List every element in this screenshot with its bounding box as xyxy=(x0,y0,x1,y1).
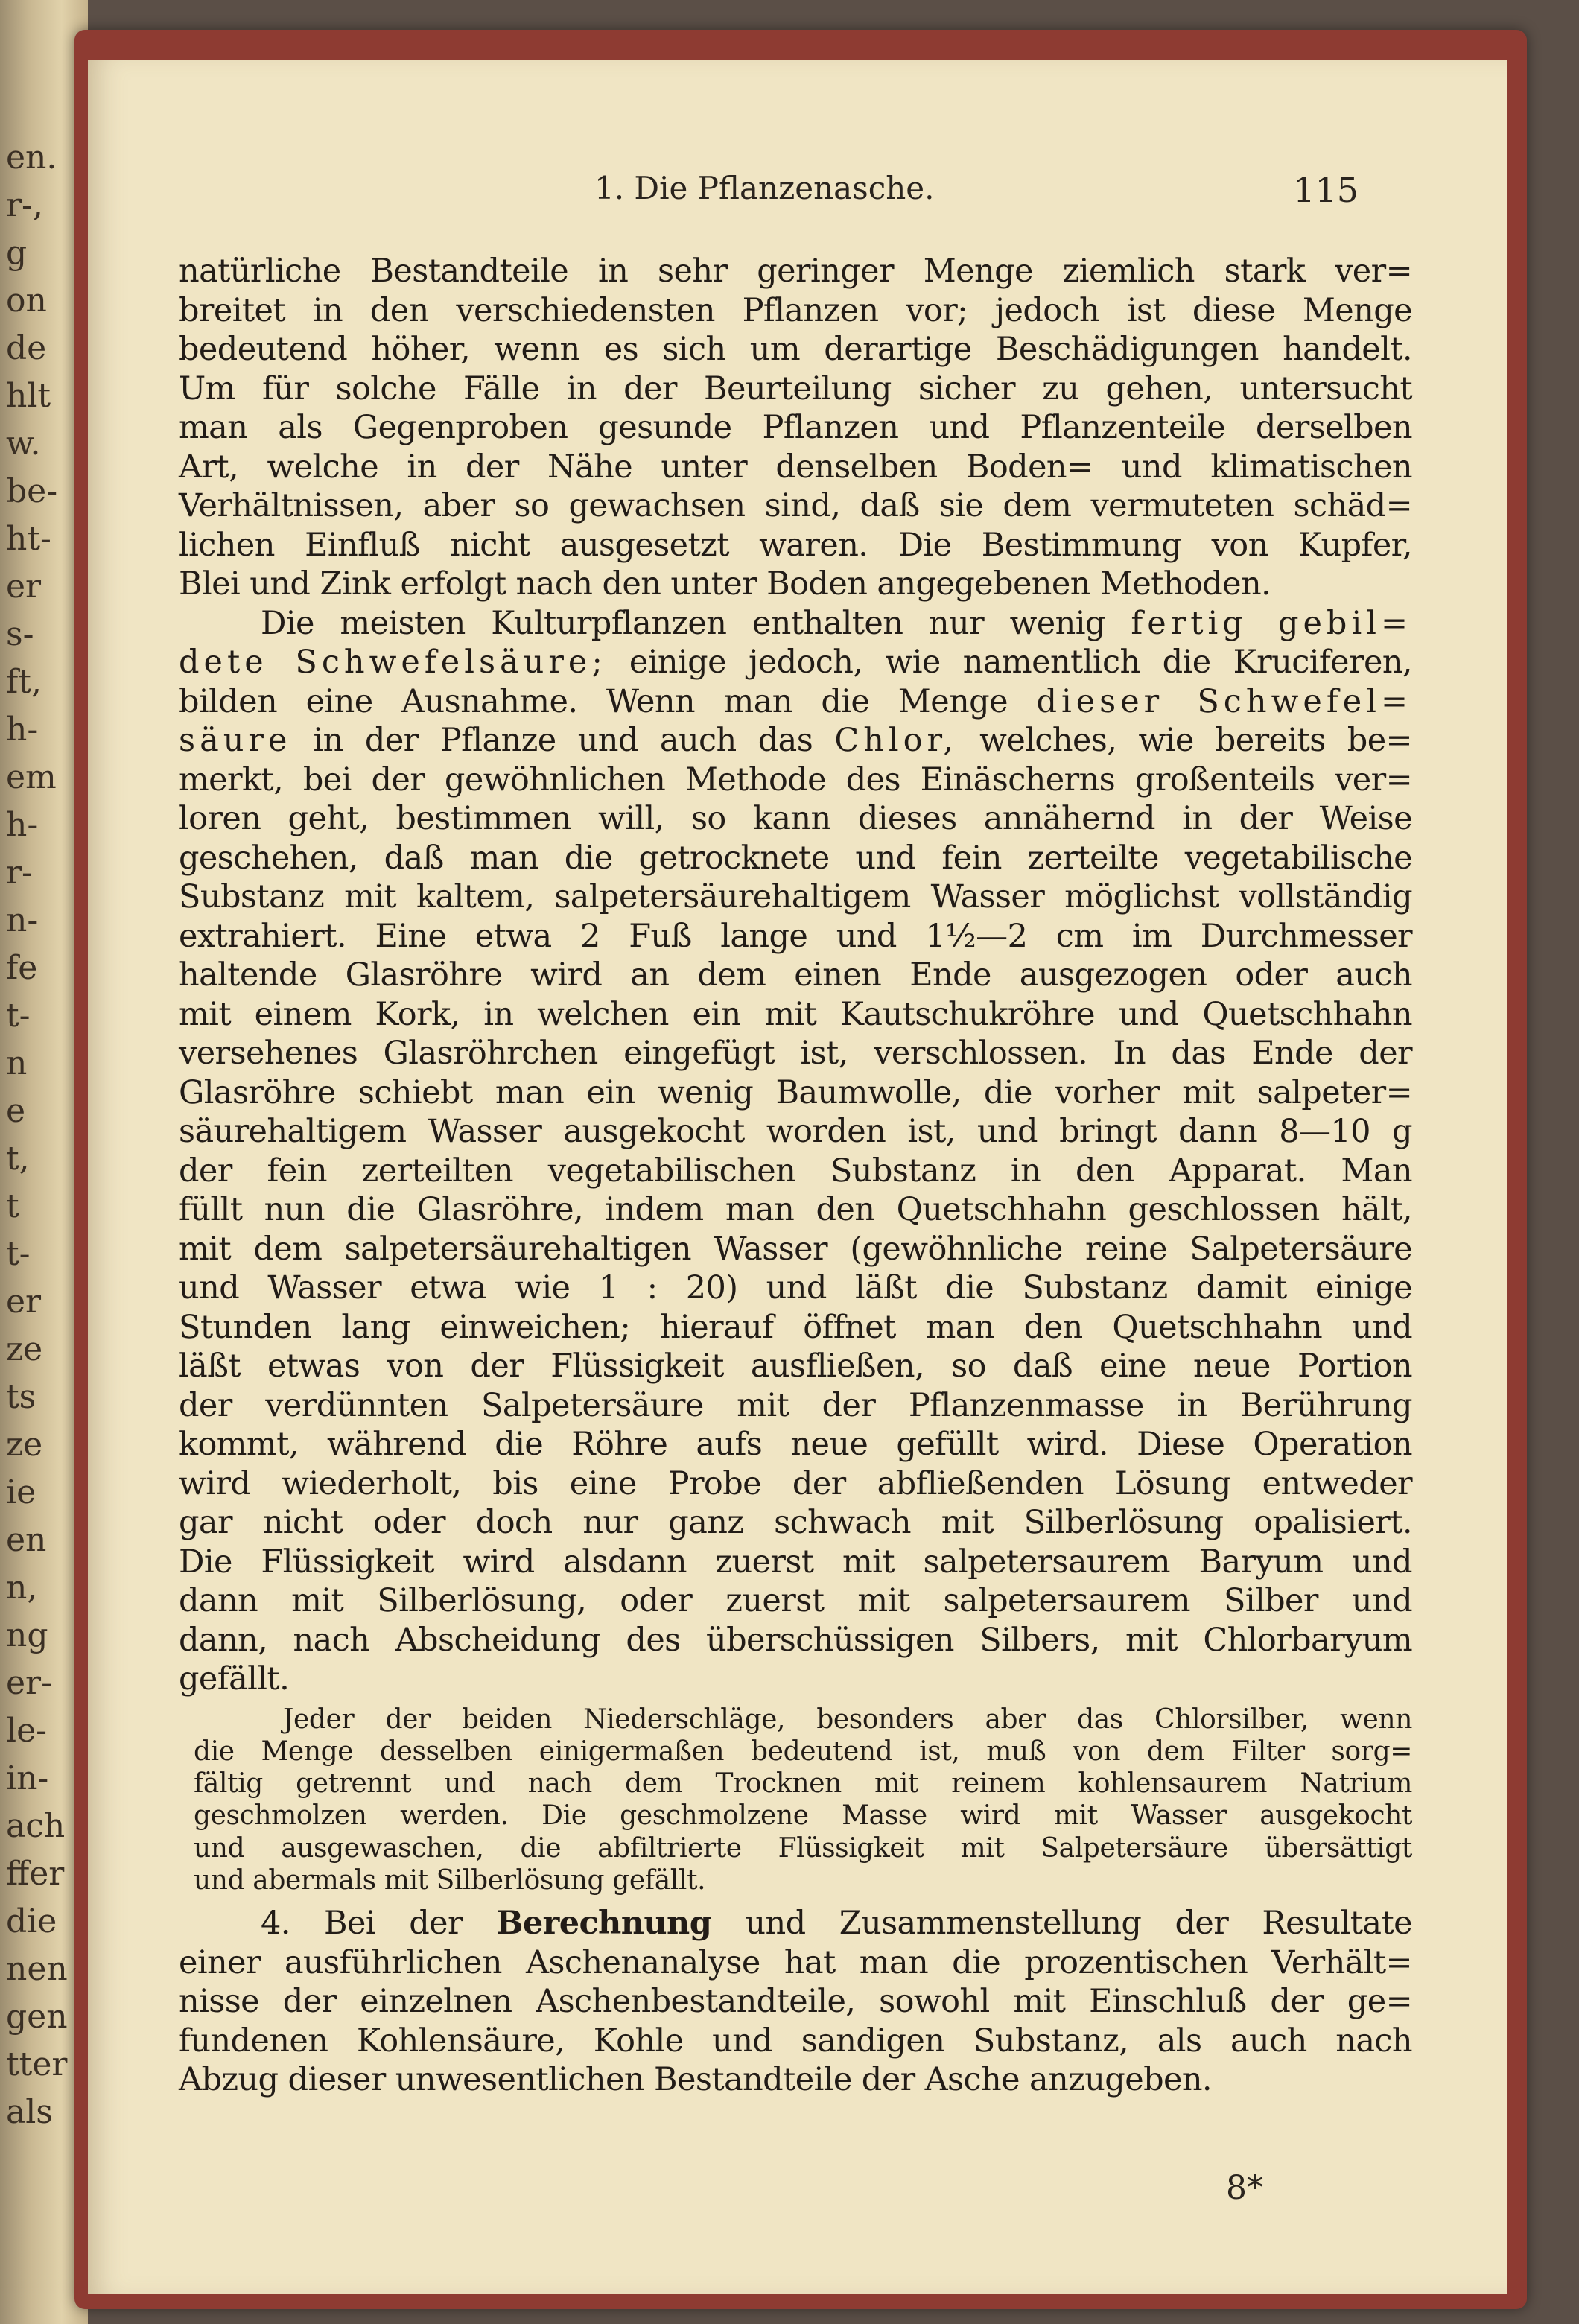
text-line xyxy=(179,1904,1412,1943)
text-line: einer ausführlichen Aschenanalyse hat man die prozentischen Verhält= xyxy=(179,1943,1412,1981)
text-line: man als Gegenproben gesunde Pflanzen und Pflanzenteile derselben xyxy=(179,409,1412,446)
text-line: dann mit Silberlösung, oder zuerst mit salpetersaurem Silber und xyxy=(179,1582,1412,1619)
left-page-fragment: em xyxy=(6,758,57,796)
small-text-line: und ausgewaschen, die abfiltrierte Flüssigkeit mit Salpetersäure übersättigt xyxy=(194,1832,1412,1864)
text-line: extrahiert. Eine etwa 2 Fuß lange und 1½—2 cm im Durchmesser xyxy=(179,917,1412,955)
text-line: lichen Einfluß nicht ausgesetzt waren. Die Bestimmung von Kupfer, xyxy=(179,526,1412,564)
small-text-line xyxy=(179,1704,1412,1736)
small-text-line: fältig getrennt und nach dem Trocknen mit reinem kohlensaurem Natrium xyxy=(194,1768,1412,1800)
text-line: und Wasser etwa wie 1 : 20) und läßt die Substanz damit einige xyxy=(179,1269,1412,1307)
body-text xyxy=(179,252,1412,2100)
text-line: läßt etwas von der Flüssigkeit ausfließen, so daß eine neue Portion xyxy=(179,1347,1412,1385)
text-line: mit dem salpetersäurehaltigen Wasser (gewöhnliche reine Salpetersäure xyxy=(179,1230,1412,1268)
text-line: der verdünnten Salpetersäure mit der Pflanzenmasse in Berührung xyxy=(179,1386,1412,1424)
text-run: in der Pflanze und auch das xyxy=(291,722,835,759)
text-line: der fein zerteilten vegetabilischen Substanz in den Apparat. Man xyxy=(179,1152,1412,1190)
left-page-fragment: w. xyxy=(6,425,41,463)
text-line: Um für solche Fälle in der Beurteilung sicher zu gehen, untersucht xyxy=(179,369,1412,407)
left-page-fragment: als xyxy=(6,2093,53,2131)
text-run: bilden eine Ausnahme. Wenn man die Menge xyxy=(179,682,1037,720)
text-run: Jeder der beiden Niederschläge, besonders aber das Chlorsilber, wenn xyxy=(283,1704,1412,1735)
text-line: Die Flüssigkeit wird alsdann zuerst mit salpetersaurem Baryum und xyxy=(179,1543,1412,1581)
left-page-fragment: t, xyxy=(6,1140,30,1178)
left-page-fragment: ze xyxy=(6,1330,43,1368)
text-line: gefällt. xyxy=(179,1660,290,1698)
text-run: Die meisten Kulturpflanzen enthalten nur wenig xyxy=(261,604,1131,642)
spaced-text: säure xyxy=(179,722,292,759)
spaced-text: Chlor, xyxy=(834,722,959,759)
text-line: wird wiederholt, bis eine Probe der abfließenden Lösung entweder xyxy=(179,1464,1412,1502)
small-text-line: die Menge desselben einigermaßen bedeutend ist, muß von dem Filter sorg= xyxy=(194,1736,1412,1767)
left-page-fragment: g xyxy=(6,234,28,272)
text-line: füllt nun die Glasröhre, indem man den Quetschhahn geschlossen hält, xyxy=(179,1191,1412,1228)
bold-term: Berechnung xyxy=(496,1905,712,1943)
left-page-fragment: r-, xyxy=(6,186,43,224)
small-print-note xyxy=(179,1704,1412,1897)
left-page-fragment: ts xyxy=(6,1378,36,1416)
left-page-fragment: n- xyxy=(6,901,39,939)
text-line: säurehaltigem Wasser ausgekocht worden ist, und bringt dann 8—10 g xyxy=(179,1113,1412,1150)
text-line: bedeutend höher, wenn es sich um derartige Beschädigungen handelt. xyxy=(179,331,1412,368)
text-line: Glasröhre schiebt man ein wenig Baumwolle, die vorher mit salpeter= xyxy=(179,1073,1412,1111)
text-line: breitet in den verschiedensten Pflanzen vor; jedoch ist diese Menge xyxy=(179,291,1412,329)
left-page-fragment: de xyxy=(6,329,47,367)
text-line: merkt, bei der gewöhnlichen Methode des Einäscherns großenteils ver= xyxy=(179,761,1412,799)
page-number: 115 xyxy=(1293,170,1359,210)
text-line: haltende Glasröhre wird an dem einen Ende ausgezogen oder auch xyxy=(179,956,1412,994)
text-line: kommt, während die Röhre aufs neue gefüllt wird. Diese Operation xyxy=(179,1426,1412,1463)
left-page-fragment: t- xyxy=(6,1235,31,1273)
left-page-fragment: en xyxy=(6,1521,47,1559)
left-page-fragment: er xyxy=(6,1283,42,1321)
left-page-fragment: on xyxy=(6,282,47,320)
left-page-fragment: r- xyxy=(6,854,33,892)
text-line: versehenes Glasröhrchen eingefügt ist, verschlossen. In das Ende der xyxy=(179,1035,1412,1072)
text-line: loren geht, bestimmen will, so kann dieses annähernd in der Weise xyxy=(179,800,1412,837)
text-line: natürliche Bestandteile in sehr geringer Menge ziemlich stark ver= xyxy=(179,253,1412,290)
text-line: geschehen, daß man die getrocknete und fein zerteilte vegetabilische xyxy=(179,839,1412,877)
text-line: Stunden lang einweichen; hierauf öffnet man den Quetschhahn und xyxy=(179,1308,1412,1346)
left-page-fragment: hlt xyxy=(6,377,51,415)
left-page-fragment: n xyxy=(6,1044,28,1082)
left-page-fragment: er xyxy=(6,568,42,606)
text-line: Abzug dieser unwesentlichen Bestandteile der Asche anzugeben. xyxy=(179,2061,1212,2099)
left-page-fragment: n, xyxy=(6,1569,38,1607)
text-run: einige jedoch, wie namentlich die Kruciferen, xyxy=(606,644,1412,681)
paragraph-2 xyxy=(179,604,1412,1699)
paragraph-1 xyxy=(179,252,1412,604)
left-page-fragment: ht- xyxy=(6,520,51,558)
text-line: dann, nach Abscheidung des überschüssigen Silbers, mit Chlorbaryum xyxy=(179,1621,1412,1659)
left-page-fragment: t- xyxy=(6,997,31,1035)
text-line: Art, welche in der Nähe unter denselben Boden= und klimatischen xyxy=(179,448,1412,486)
left-page-fragment: h- xyxy=(6,711,39,749)
small-text-line: und abermals mit Silberlösung gefällt. xyxy=(194,1864,706,1896)
text-line xyxy=(179,682,1412,722)
left-page-fragment: t xyxy=(6,1187,19,1225)
left-page-fragment: ach xyxy=(6,1807,66,1845)
left-page-fragment: ze xyxy=(6,1426,43,1464)
left-page-fragment: le- xyxy=(6,1712,47,1750)
text-run: und Zusammenstellung der Resultate xyxy=(711,1905,1412,1943)
text-line: nisse der einzelnen Aschenbestandteile, sowohl mit Einschluß der ge= xyxy=(179,1983,1412,2021)
text-line: fundenen Kohlensäure, Kohle und sandigen Substanz, als auch nach xyxy=(179,2022,1412,2060)
text-line: mit einem Kork, in welchen ein mit Kautschukröhre und Quetschhahn xyxy=(179,995,1412,1033)
book-page xyxy=(88,60,1507,2294)
left-page-fragment: s- xyxy=(6,615,34,653)
text-line: Blei und Zink erfolgt nach den unter Boden angegebenen Methoden. xyxy=(179,565,1271,603)
left-page-fragment: tter xyxy=(6,2045,68,2083)
left-page-fragment: in- xyxy=(6,1759,49,1797)
left-page-fragment: fe xyxy=(6,949,38,987)
text-line xyxy=(179,721,1412,761)
left-page-fragment: gen xyxy=(6,1998,68,2036)
spaced-text: dete Schwefelsäure; xyxy=(179,644,607,681)
text-line: gar nicht oder doch nur ganz schwach mit Silberlösung opalisiert. xyxy=(179,1504,1412,1541)
text-line xyxy=(179,604,1412,644)
left-page-fragment: h- xyxy=(6,806,39,844)
left-page-fragment: nen xyxy=(6,1950,68,1988)
left-page-fragment: ffer xyxy=(6,1855,65,1893)
left-page-fragment: er- xyxy=(6,1664,52,1702)
running-head xyxy=(88,170,1507,215)
left-page-fragment: en. xyxy=(6,139,57,177)
left-page-fragment: die xyxy=(6,1902,57,1940)
left-page-fragment: ie xyxy=(6,1473,36,1511)
text-line: Verhältnissen, aber so gewachsen sind, daß sie dem vermuteten schäd= xyxy=(179,487,1412,524)
running-head-title: 1. Die Pflanzenasche. xyxy=(594,170,935,206)
text-run: welches, wie bereits be= xyxy=(958,722,1412,759)
spaced-text: fertig gebil= xyxy=(1131,604,1412,642)
spaced-text: dieser Schwefel= xyxy=(1036,682,1412,720)
text-line xyxy=(179,643,1412,682)
small-text-line: geschmolzen werden. Die geschmolzene Masse wird mit Wasser ausgekocht xyxy=(194,1800,1412,1832)
left-page-fragment: e xyxy=(6,1092,26,1130)
text-line: Substanz mit kaltem, salpetersäurehaltigem Wasser möglichst vollständig xyxy=(179,878,1412,915)
signature-mark: 8* xyxy=(1226,2169,1263,2207)
left-page-fragment: ng xyxy=(6,1616,48,1654)
left-page-fragment: be- xyxy=(6,472,58,510)
left-page-fragment: ft, xyxy=(6,663,42,701)
text-run: 4. Bei der xyxy=(261,1905,497,1943)
paragraph-4 xyxy=(179,1904,1412,2100)
